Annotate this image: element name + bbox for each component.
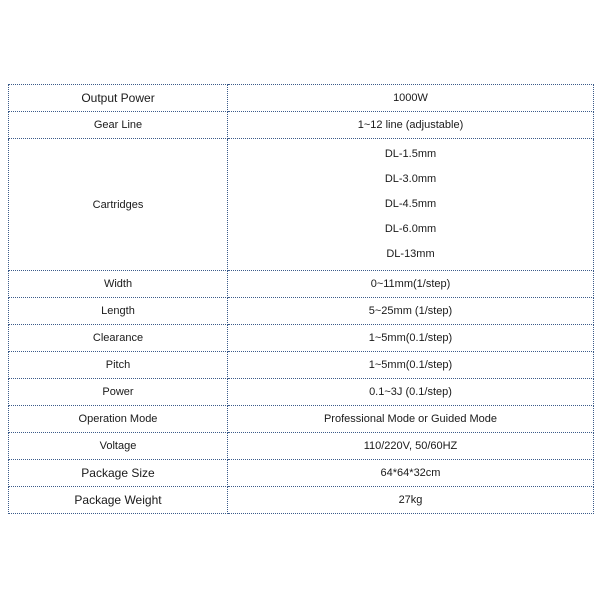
table-row [9,298,594,325]
spec-label: Length [9,298,228,325]
spec-value: 1~5mm(0.1/step) [228,352,594,379]
table-row [9,85,594,112]
spec-label: Power [9,379,228,406]
table-row [9,271,594,298]
table-row [9,487,594,514]
spec-label: Pitch [9,352,228,379]
spec-label: Width [9,271,228,298]
spec-label: Package Weight [9,487,228,514]
cartridge-item: DL-6.0mm [384,223,437,235]
cartridge-item: DL-4.5mm [384,198,437,210]
spec-value: 5~25mm (1/step) [228,298,594,325]
spec-value: 27kg [228,487,594,514]
spec-label: Gear Line [9,112,228,139]
table-row [9,460,594,487]
cartridge-item: DL-3.0mm [384,173,437,185]
specification-table [8,84,594,514]
spec-value: 1000W [228,85,594,112]
spec-value-list [228,139,594,271]
cartridge-item: DL-1.5mm [384,148,437,160]
table-row [9,379,594,406]
cartridge-item: DL-13mm [386,248,435,260]
spec-label: Clearance [9,325,228,352]
spec-label: Package Size [9,460,228,487]
spec-value: 1~12 line (adjustable) [228,112,594,139]
table-row [9,139,594,271]
spec-value: 0~11mm(1/step) [228,271,594,298]
spec-label: Cartridges [9,139,228,271]
spec-value: Professional Mode or Guided Mode [228,406,594,433]
spec-label: Output Power [9,85,228,112]
table-row [9,352,594,379]
table-row [9,112,594,139]
table-row [9,325,594,352]
spec-value: 110/220V, 50/60HZ [228,433,594,460]
spec-value: 0.1~3J (0.1/step) [228,379,594,406]
spec-value: 1~5mm(0.1/step) [228,325,594,352]
spec-label: Voltage [9,433,228,460]
spec-label: Operation Mode [9,406,228,433]
table-row [9,433,594,460]
table-row [9,406,594,433]
spec-value: 64*64*32cm [228,460,594,487]
